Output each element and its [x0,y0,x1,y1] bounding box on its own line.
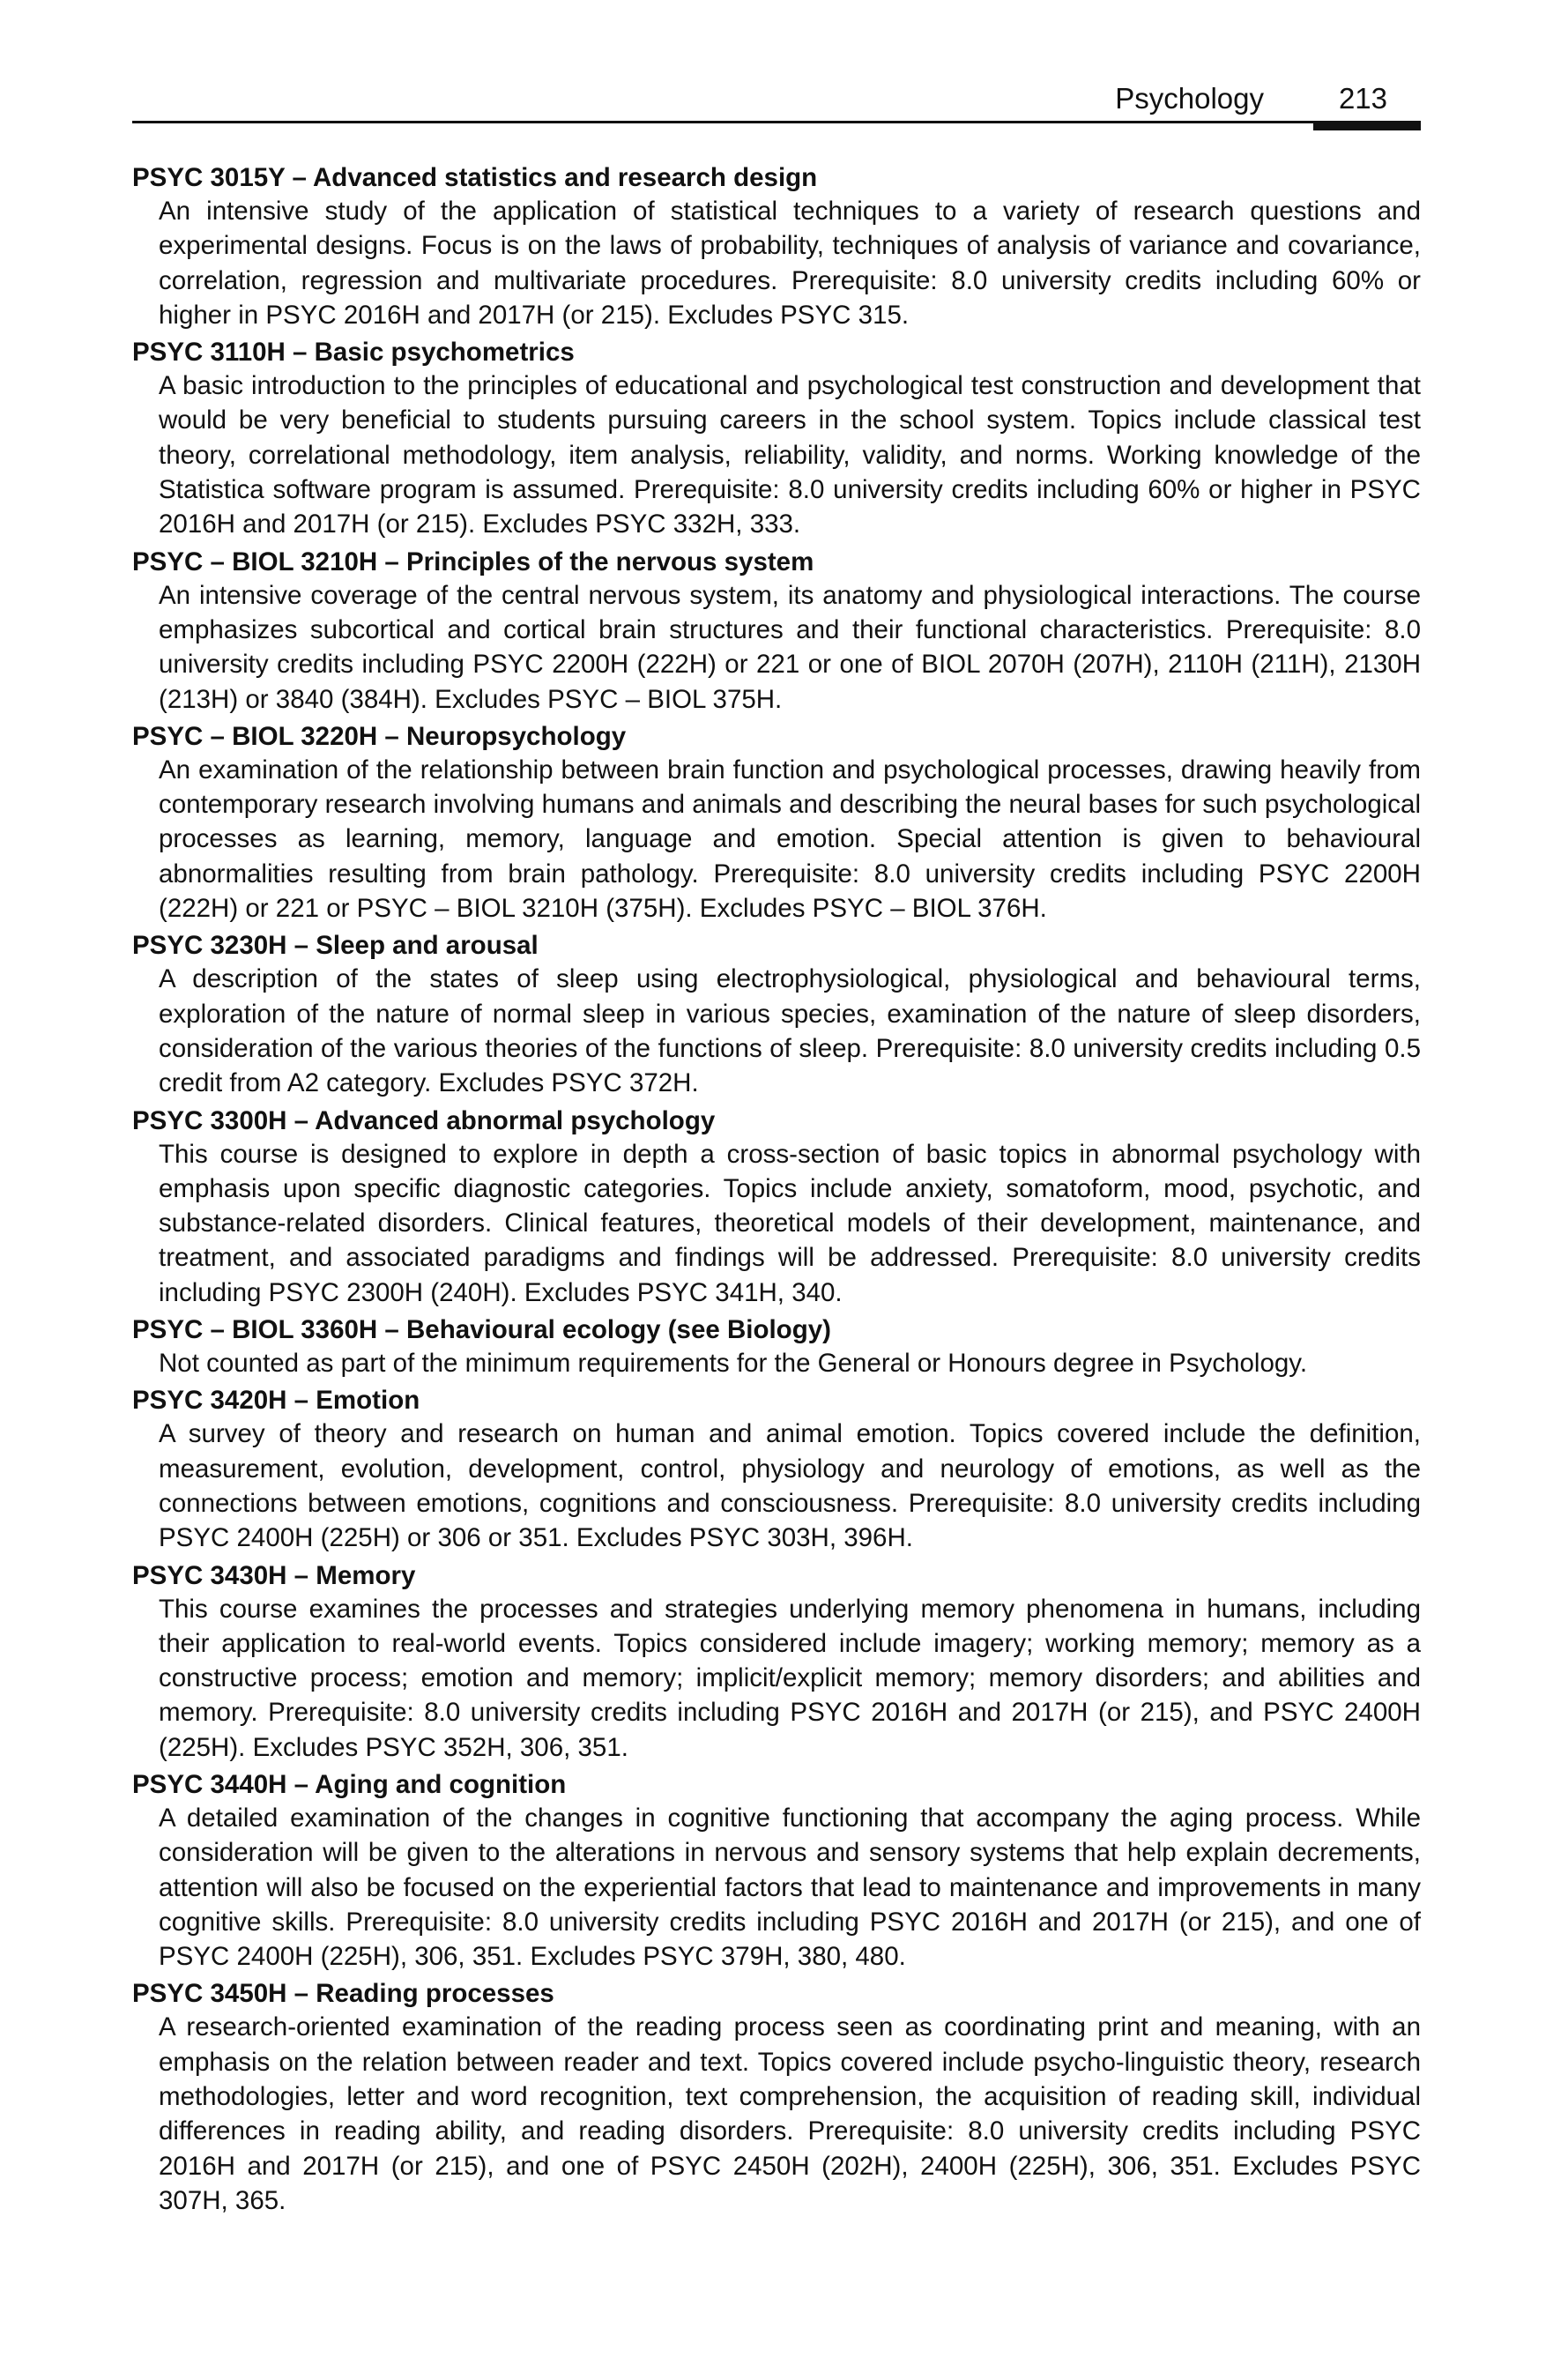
course-list [132,162,1421,2222]
course-description: This course is designed to explore in depth a cross-section of basic topics in abnormal psychology with emphasis upon specific diagnostic categories. Topics include anxiety, somatoform, mood, psychotic, and substance-related disorders. Clinical features, theoretical models of their development, maintenance, and treatment, and associated paradigms and findings will be addressed. Prerequisite: 8.0 university credits including PSYC 2300H (240H). Excludes PSYC 341H, 340. [159,1139,1421,1307]
course-title: PSYC – BIOL 3360H – Behavioural ecology (see Biology) [132,1315,831,1345]
course-entry [132,1560,1421,1765]
course-description: Not counted as part of the minimum requirements for the General or Honours degree in Psychology. [159,1349,1308,1379]
course-entry [132,1978,1421,2218]
course-title: PSYC 3015Y – Advanced statistics and research design [132,163,818,192]
course-description: An examination of the relationship between brain function and psychological processes, drawing heavily from contemporary research involving humans and animals and describing the neural bases for such psychological processes as learning, memory, language and emotion. Special attention is given to behavioural abnormalities resulting from brain pathology. Prerequisite: 8.0 university credits including PSYC 2200H (222H) or 221 or PSYC – BIOL 3210H (375H). Excludes PSYC – BIOL 376H. [159,755,1421,924]
course-title: PSYC 3440H – Aging and cognition [132,1769,567,1799]
course-title: PSYC – BIOL 3210H – Principles of the nervous system [132,547,814,576]
course-title: PSYC 3430H – Memory [132,1560,416,1590]
course-title: PSYC 3420H – Emotion [132,1386,420,1416]
course-title: PSYC 3230H – Sleep and arousal [132,931,539,961]
course-description: An intensive study of the application of statistical techniques to a variety of research questions and experimental designs. Focus is on the laws of probability, techniques of analysis of variance and covariance, correlation, regression and multivariate procedures. Prerequisite: 8.0 university credits including 60% or higher in PSYC 2016H and 2017H (or 215). Excludes PSYC 315. [159,197,1421,330]
course-entry [132,1385,1421,1555]
course-description: A research-oriented examination of the reading process seen as coordinating print and meaning, with an emphasis on the relation between reader and text. Topics covered include psycho-linguistic theory, research methodologies, letter and word recognition, text comprehension, the acquisition of reading skill, individual differences in reading ability, and reading disorders. Prerequisite: 8.0 university credits including PSYC 2016H and 2017H (or 215), and one of PSYC 2450H (202H), 2400H (225H), 306, 351. Excludes PSYC 307H, 365. [159,2012,1421,2215]
course-entry [132,1105,1421,1310]
course-description: An intensive coverage of the central nervous system, its anatomy and physiological interactions. The course emphasizes subcortical and cortical brain structures and their functional characteristics. Prerequisite: 8.0 university credits including PSYC 2200H (222H) or 221 or one of BIOL 2070H (207H), 2110H (211H), 2130H (213H) or 3840 (384H). Excludes PSYC – BIOL 375H. [159,580,1421,714]
page-number: 213 [1338,82,1387,115]
course-description: A basic introduction to the principles of educational and psychological test construction and development that would be very beneficial to students pursuing careers in the school system. Topics include classical test theory, correlational methodology, item analysis, reliability, validity, and norms. Working knowledge of the Statistica software program is assumed. Prerequisite: 8.0 university credits including 60% or higher in PSYC 2016H and 2017H (or 215). Excludes PSYC 332H, 333. [159,371,1421,539]
course-entry [132,1314,1421,1380]
course-title: PSYC 3110H – Basic psychometrics [132,338,575,368]
course-description: A description of the states of sleep using electrophysiological, physiological and behavioural terms, exploration of the nature of normal sleep in various species, examination of the nature of sleep disorders, consideration of the various theories of the functions of sleep. Prerequisite: 8.0 university credits including 0.5 credit from A2 category. Excludes PSYC 372H. [159,964,1421,1098]
course-title: PSYC – BIOL 3220H – Neuropsychology [132,721,627,751]
running-head-section: Psychology [1115,82,1264,115]
course-entry [132,547,1421,717]
course-entry [132,162,1421,332]
header-rule [132,121,1421,123]
course-entry [132,1769,1421,1974]
course-title: PSYC 3300H – Advanced abnormal psychology [132,1105,716,1135]
course-title: PSYC 3450H – Reading processes [132,1979,554,2009]
course-entry [132,721,1421,926]
course-description: A detailed examination of the changes in cognitive functioning that accompany the aging process. While consideration will be given to the alterations in nervous and sensory systems that help explain decrements, attention will also be focused on the experiential factors that lead to maintenance and improvements in many cognitive skills. Prerequisite: 8.0 university credits including PSYC 2016H and 2017H (or 215), and one of PSYC 2400H (225H), 306, 351. Excludes PSYC 379H, 380, 480. [159,1803,1421,1972]
course-entry [132,337,1421,541]
page-header [132,81,1421,134]
course-entry [132,930,1421,1100]
course-description: A survey of theory and research on human and animal emotion. Topics covered include the definition, measurement, evolution, development, control, physiology and neurology of emotions, as well as the connections between emotions, cognitions and consciousness. Prerequisite: 8.0 university credits including PSYC 2400H (225H) or 306 or 351. Excludes PSYC 303H, 396H. [159,1419,1421,1553]
course-description: This course examines the processes and strategies underlying memory phenomena in humans, including their application to real-world events. Topics considered include imagery; working memory; memory as a constructive process; emotion and memory; implicit/explicit memory; memory disorders; and abilities and memory. Prerequisite: 8.0 university credits including PSYC 2016H and 2017H (or 215), and PSYC 2400H (225H). Excludes PSYC 352H, 306, 351. [159,1594,1421,1762]
header-thumb-bar [1313,121,1421,130]
